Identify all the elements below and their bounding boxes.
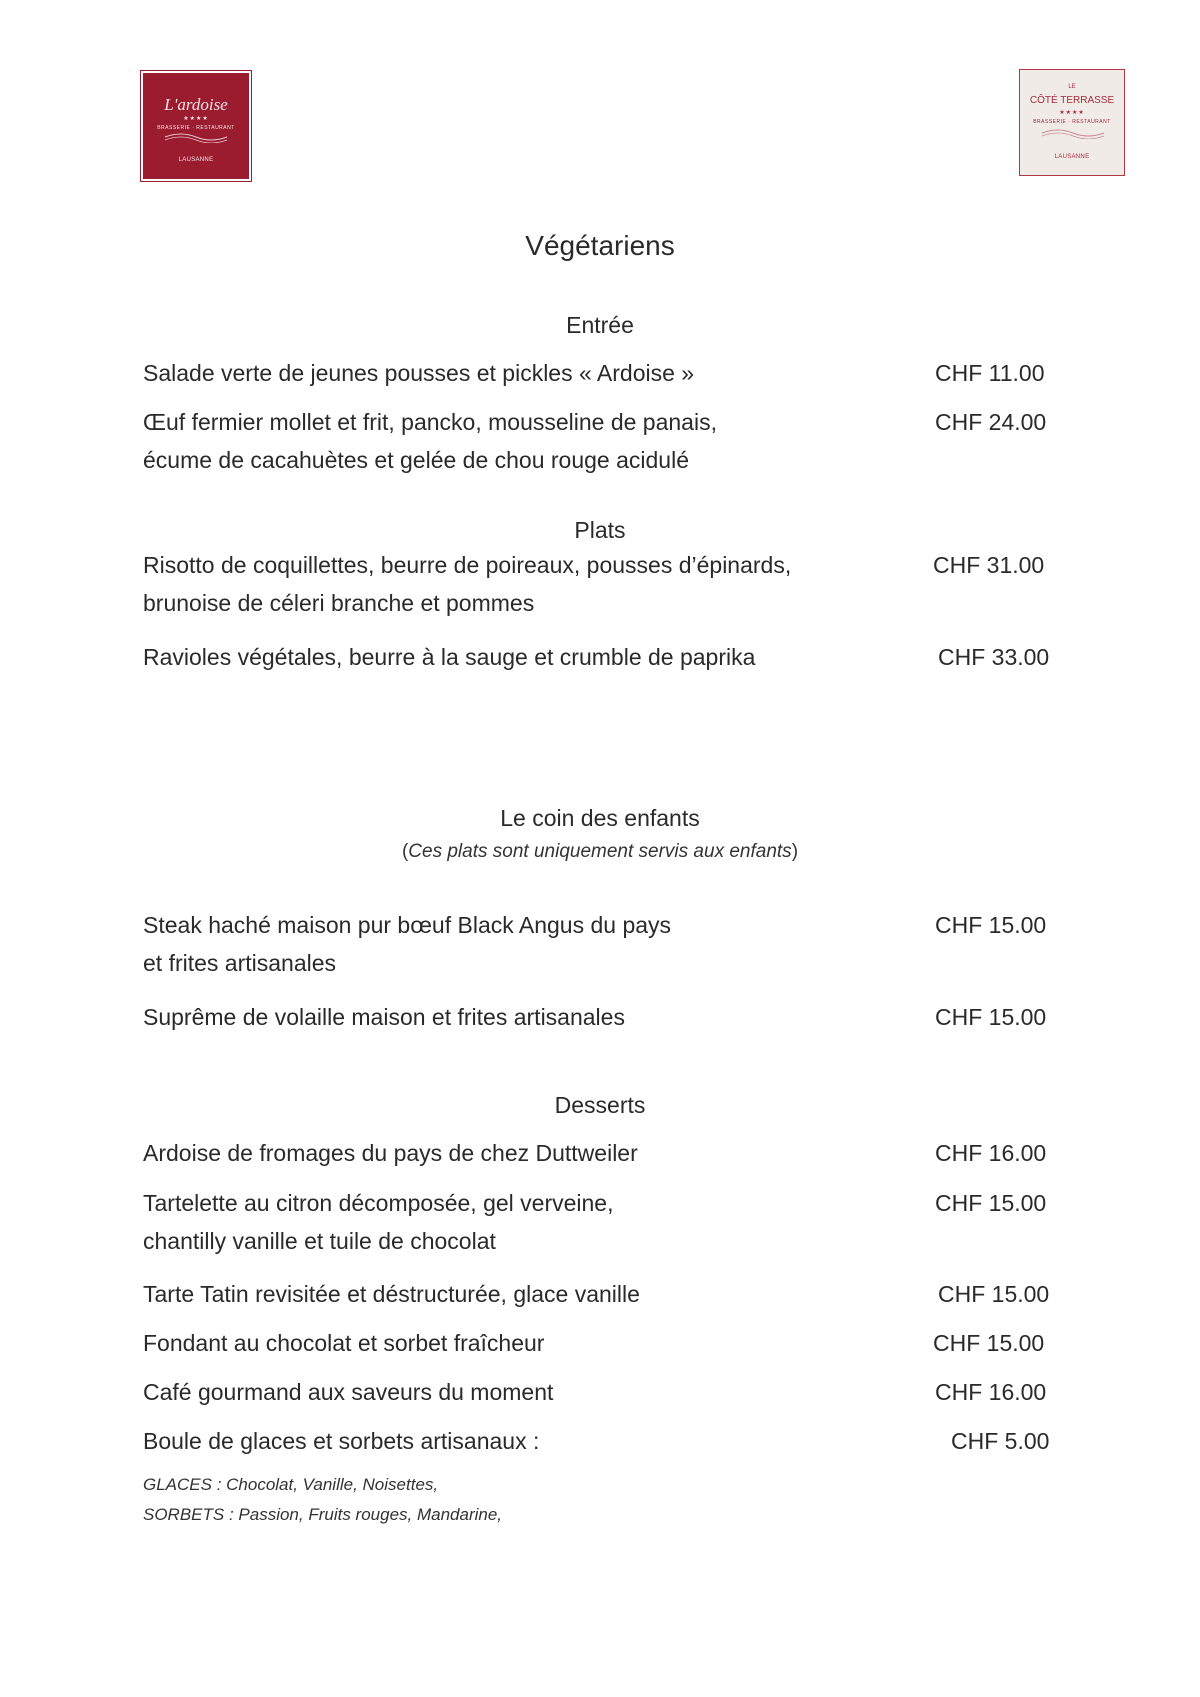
logo-subtitle: BRASSERIE · RESTAURANT (1033, 119, 1111, 125)
menu-item-price: CHF 15.00 (938, 1281, 1050, 1307)
logo-brand: CÔTÉ TERRASSE (1029, 95, 1115, 106)
logo-city: LAUSANNE (178, 157, 214, 163)
section-heading-entree: Entrée (566, 312, 634, 338)
menu-item (143, 906, 863, 982)
menu-item-line: Tartelette au citron décomposée, gel verveine, (143, 1190, 614, 1216)
menu-item-line: brunoise de céleri branche et pommes (143, 590, 535, 616)
ice-cream-flavors (143, 1470, 843, 1530)
menu-item-price: CHF 24.00 (935, 409, 1047, 435)
menu-item-line: Risotto de coquillettes, beurre de poireaux, pousses d’épinards, (143, 552, 792, 578)
menu-item-price: CHF 11.00 (935, 360, 1045, 386)
menu-item (143, 403, 863, 479)
logo-wave-icon (1040, 127, 1106, 139)
sorbets-flavors: SORBETS : Passion, Fruits rouges, Mandarine, (143, 1505, 503, 1524)
glaces-flavors: GLACES : Chocolat, Vanille, Noisettes, (143, 1475, 439, 1494)
logo-wave-icon (163, 131, 229, 143)
menu-item-line: Salade verte de jeunes pousses et pickles « Ardoise » (143, 360, 695, 386)
menu-item-line: Tarte Tatin revisitée et déstructurée, glace vanille (143, 1281, 640, 1307)
logo-stars: ★★★★ (183, 116, 209, 122)
menu-item-price: CHF 16.00 (935, 1379, 1047, 1405)
menu-item-price: CHF 15.00 (935, 1004, 1047, 1030)
menu-item-line: écume de cacahuètes et gelée de chou rouge acidulé (143, 447, 690, 473)
menu-item (143, 1422, 863, 1460)
menu-item (143, 638, 863, 676)
menu-item (143, 1324, 863, 1362)
menu-item-price: CHF 16.00 (935, 1140, 1047, 1166)
menu-item-price: CHF 15.00 (933, 1330, 1045, 1356)
menu-item-price: CHF 33.00 (938, 644, 1050, 670)
logo-stars: ★★★★ (1059, 110, 1085, 116)
menu-item-price: CHF 31.00 (933, 552, 1045, 578)
menu-item (143, 1184, 863, 1260)
section-heading-plats: Plats (574, 517, 626, 543)
menu-item-line: chantilly vanille et tuile de chocolat (143, 1228, 496, 1254)
logo-city: LAUSANNE (1054, 154, 1090, 160)
section-heading-enfants: Le coin des enfants (500, 805, 700, 831)
menu-item (143, 1275, 863, 1313)
lardoise-logo (143, 73, 249, 179)
menu-item-line: Suprême de volaille maison et frites artisanales (143, 1004, 625, 1030)
menu-item-line: Ardoise de fromages du pays de chez Duttweiler (143, 1140, 638, 1166)
menu-item-line: Steak haché maison pur bœuf Black Angus du pays (143, 912, 672, 938)
menu-item (143, 546, 863, 622)
logo-prefix: LE (1068, 84, 1076, 90)
note-text: Ces plats sont uniquement servis aux enfants (408, 841, 792, 862)
menu-item-price: CHF 15.00 (935, 912, 1047, 938)
section-heading-desserts: Desserts (554, 1092, 646, 1118)
menu-item (143, 1134, 863, 1172)
menu-item (143, 1373, 863, 1411)
menu-item-line: Ravioles végétales, beurre à la sauge et crumble de paprika (143, 644, 756, 670)
cote-terrasse-logo (1019, 69, 1125, 176)
menu-item-price: CHF 15.00 (935, 1190, 1047, 1216)
note-open-paren: ( (401, 841, 409, 862)
menu-item-line: Œuf fermier mollet et frit, pancko, mousseline de panais, (143, 409, 717, 435)
menu-item (143, 354, 863, 392)
section-note (0, 841, 1200, 863)
page-title: Végétariens (525, 230, 675, 261)
menu-item (143, 998, 863, 1036)
menu-item-line: Café gourmand aux saveurs du moment (143, 1379, 554, 1405)
menu-item-line: et frites artisanales (143, 950, 337, 976)
note-close-paren: ) (791, 841, 799, 862)
menu-item-price: CHF 5.00 (951, 1428, 1050, 1454)
logo-subtitle: BRASSERIE · RESTAURANT (157, 125, 235, 131)
logo-brand: L'ardoise (164, 95, 228, 114)
menu-item-line: Boule de glaces et sorbets artisanaux : (143, 1428, 540, 1454)
menu-item-line: Fondant au chocolat et sorbet fraîcheur (143, 1330, 545, 1356)
